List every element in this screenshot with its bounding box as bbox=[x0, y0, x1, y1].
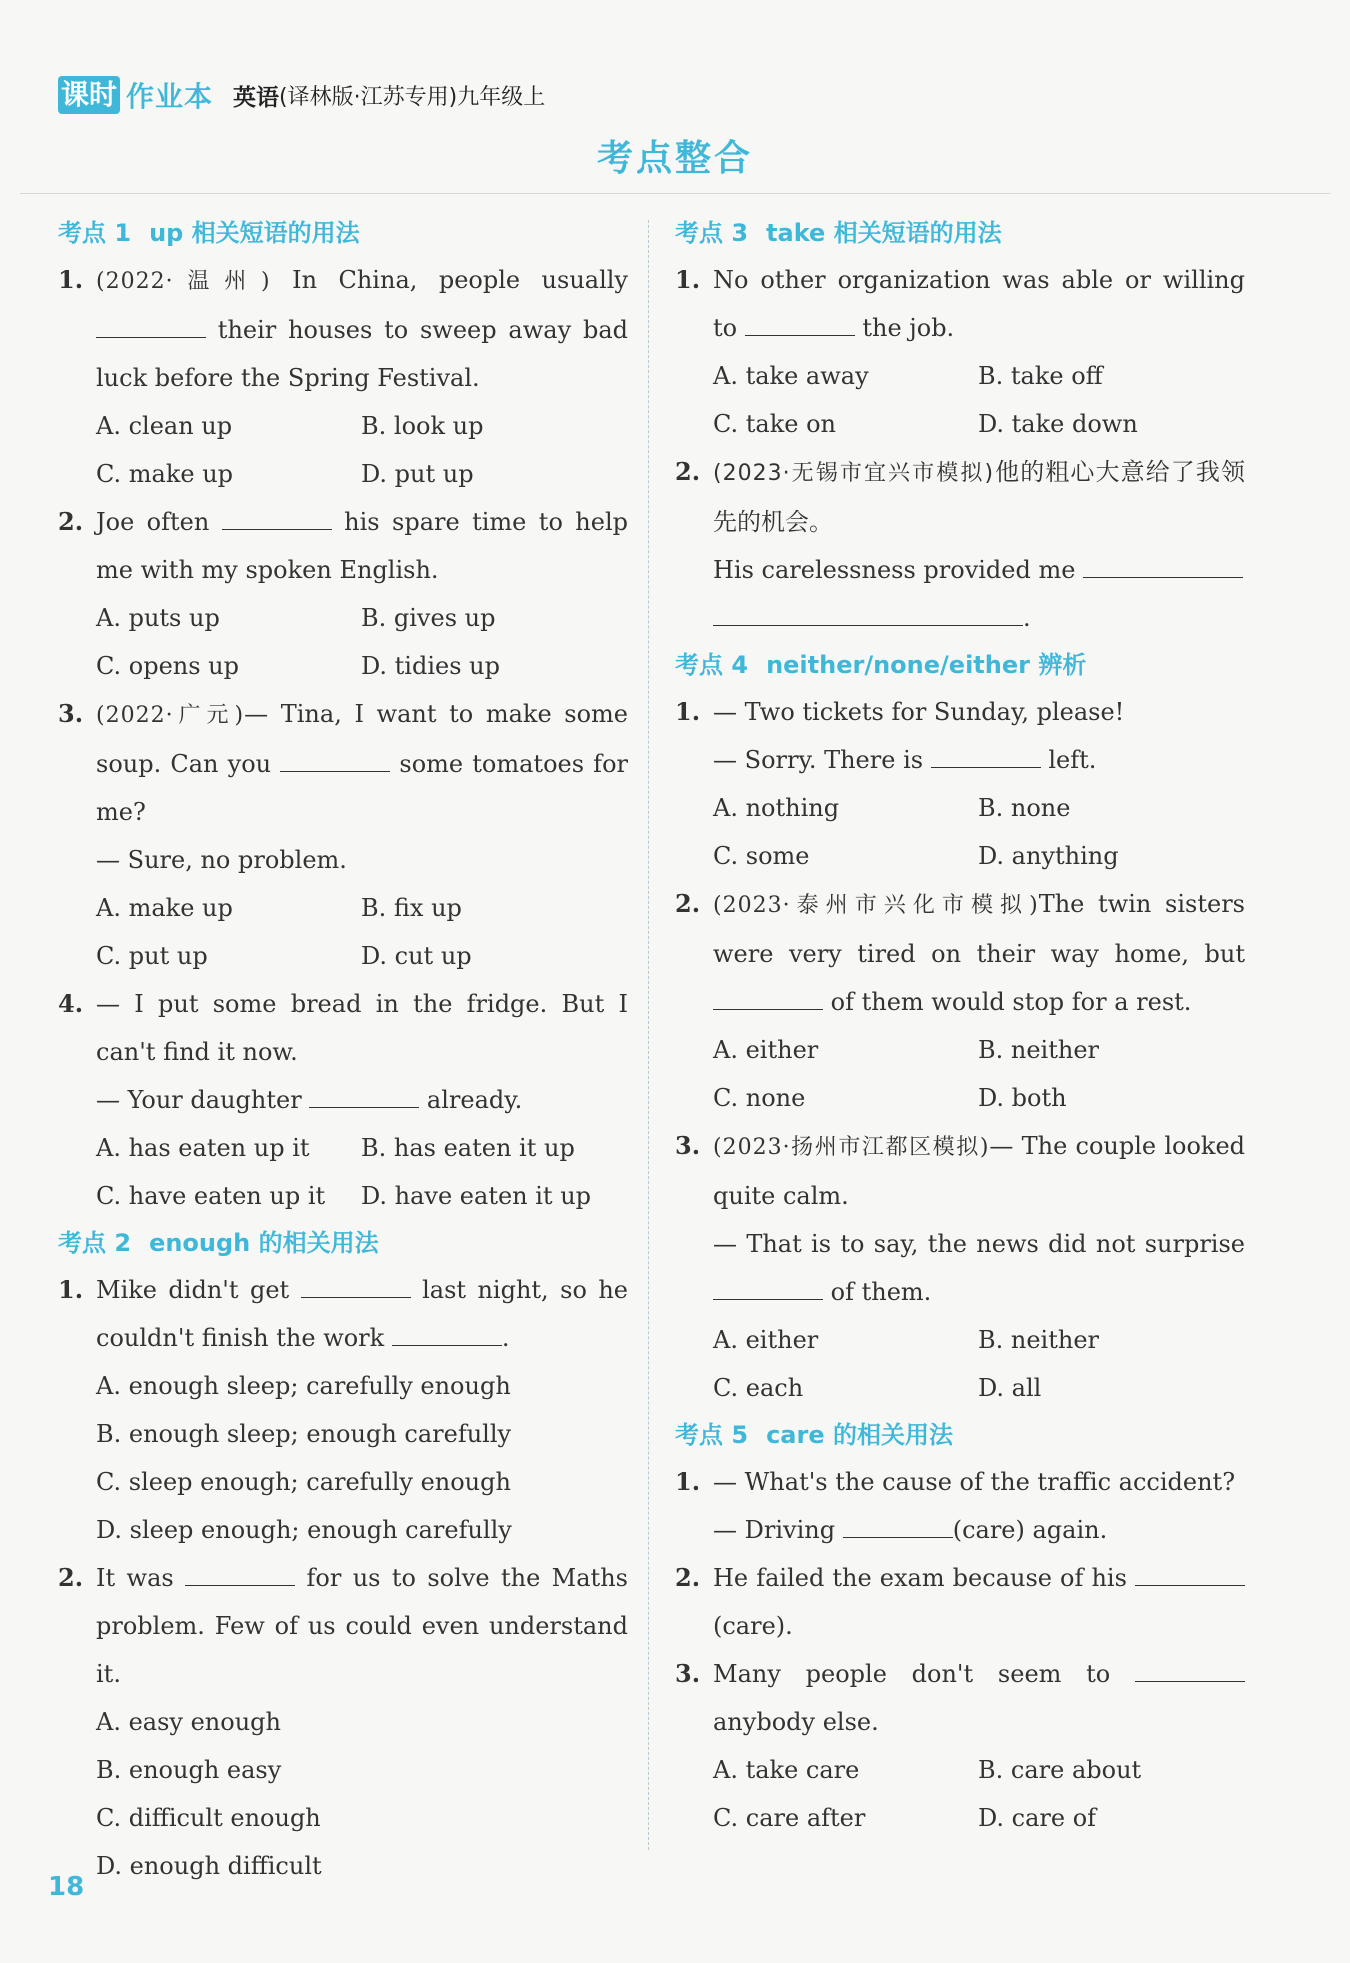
question-stem bbox=[96, 1554, 628, 1698]
stem-text: . bbox=[501, 1324, 510, 1352]
question-number: 1. bbox=[675, 697, 701, 726]
options bbox=[713, 1026, 1245, 1122]
stem-text: — Your daughter bbox=[96, 1086, 310, 1114]
stem-text: last night, so he couldn't finish the work bbox=[96, 1276, 628, 1352]
option[interactable]: B. take off bbox=[978, 362, 1103, 390]
section-title: up 相关短语的用法 bbox=[149, 219, 360, 247]
section-title: neither/none/either 辨析 bbox=[766, 651, 1087, 679]
option[interactable]: B. none bbox=[978, 794, 1071, 822]
question-source: (2023·泰州市兴化市模拟) bbox=[713, 893, 1039, 918]
section-heading bbox=[675, 642, 1245, 688]
stem-text: the job. bbox=[854, 314, 955, 342]
option[interactable]: C. some bbox=[713, 842, 810, 870]
stem-text: Many people don't seem to bbox=[713, 1660, 1135, 1688]
option[interactable]: A. clean up bbox=[96, 412, 233, 440]
question-number: 2. bbox=[675, 889, 701, 918]
question-stem bbox=[713, 256, 1245, 352]
options bbox=[713, 352, 1245, 448]
option[interactable]: B. enough sleep; enough carefully bbox=[96, 1420, 512, 1448]
section-title: enough 的相关用法 bbox=[149, 1229, 379, 1257]
stem-text: for us to solve the Maths problem. Few of us could even understand it. bbox=[96, 1564, 628, 1688]
question bbox=[58, 690, 628, 980]
option[interactable]: D. take down bbox=[978, 410, 1138, 438]
option[interactable]: B. look up bbox=[361, 412, 484, 440]
option[interactable]: C. sleep enough; carefully enough bbox=[96, 1468, 511, 1496]
stem-text: (care) again. bbox=[952, 1516, 1108, 1544]
option[interactable]: D. all bbox=[978, 1374, 1042, 1402]
option[interactable]: D. have eaten it up bbox=[361, 1182, 592, 1210]
stem-text: left. bbox=[1040, 746, 1097, 774]
subject-label: 英语 bbox=[233, 84, 280, 111]
option[interactable]: B. neither bbox=[978, 1036, 1100, 1064]
option[interactable]: A. has eaten up it bbox=[96, 1134, 310, 1162]
option[interactable]: A. nothing bbox=[713, 794, 840, 822]
question-stem: — What's the cause of the traffic accident? bbox=[713, 1468, 1236, 1496]
answer-blank[interactable] bbox=[713, 601, 1023, 626]
section-label: 考点 3 bbox=[675, 219, 749, 247]
option[interactable]: A. enough sleep; carefully enough bbox=[96, 1372, 511, 1400]
section-title: care 的相关用法 bbox=[766, 1421, 953, 1449]
left-column bbox=[58, 210, 628, 1890]
question-number: 2. bbox=[675, 1563, 701, 1592]
right-column bbox=[675, 210, 1245, 1842]
brand-logo bbox=[58, 75, 213, 115]
option[interactable]: C. none bbox=[713, 1084, 806, 1112]
question-source: (2022·温州) bbox=[96, 269, 271, 294]
answer-blank[interactable] bbox=[222, 505, 332, 530]
question-stem bbox=[713, 1650, 1245, 1746]
question bbox=[58, 498, 628, 690]
stem-text: No other organization was able or willing to bbox=[713, 266, 1245, 342]
question bbox=[675, 688, 1245, 880]
stem-text: — The couple looked quite calm. bbox=[713, 1132, 1246, 1210]
section-heading bbox=[675, 1412, 1245, 1458]
question-stem: — I put some bread in the fridge. But I can't find it now. bbox=[96, 990, 628, 1066]
chinese-prompt: 他的粗心大意给了我领先的机会。 bbox=[713, 458, 1246, 536]
question-number: 3. bbox=[675, 1659, 701, 1688]
option[interactable]: D. put up bbox=[361, 460, 474, 488]
option[interactable]: A. either bbox=[713, 1326, 819, 1354]
stem-text: of them would stop for a rest. bbox=[823, 988, 1192, 1016]
answer-blank[interactable] bbox=[745, 311, 855, 336]
question bbox=[675, 1122, 1245, 1412]
question bbox=[58, 256, 628, 498]
logo-text: 作业本 bbox=[126, 80, 214, 113]
stem-text: It was bbox=[96, 1564, 186, 1592]
question-number: 3. bbox=[675, 1131, 701, 1160]
question-stem bbox=[96, 256, 628, 402]
answer-blank[interactable] bbox=[301, 1273, 411, 1298]
page-number: 18 bbox=[48, 1872, 85, 1902]
option[interactable]: A. either bbox=[713, 1036, 819, 1064]
question bbox=[58, 1554, 628, 1890]
stem-text: — Driving bbox=[713, 1516, 843, 1544]
dialogue-reply bbox=[713, 1220, 1245, 1316]
option[interactable]: C. difficult enough bbox=[96, 1804, 321, 1832]
stem-text: In China, people usually bbox=[270, 266, 628, 294]
stem-text: The twin sisters were very tired on their way home, but bbox=[713, 890, 1245, 968]
options bbox=[713, 1316, 1245, 1412]
option[interactable]: D. cut up bbox=[361, 942, 472, 970]
dialogue-reply bbox=[713, 1506, 1245, 1554]
question-stem bbox=[96, 498, 628, 594]
question-number: 1. bbox=[675, 1467, 701, 1496]
option[interactable]: D. enough difficult bbox=[96, 1852, 322, 1880]
edition-label: (译林版·江苏专用)九年级上 bbox=[279, 84, 546, 110]
page-header bbox=[58, 72, 545, 118]
stem-text: of them. bbox=[823, 1278, 932, 1306]
answer-blank[interactable] bbox=[713, 985, 823, 1010]
option[interactable]: C. care after bbox=[713, 1804, 866, 1832]
section-heading bbox=[675, 210, 1245, 256]
options bbox=[96, 402, 628, 498]
question bbox=[58, 980, 628, 1220]
page-title: 考点整合 bbox=[596, 138, 753, 179]
stem-text: — Tina, I want to make some soup. Can you bbox=[96, 700, 628, 778]
question-source: (2022·广元) bbox=[96, 703, 245, 728]
stem-text: their houses to sweep away bad luck before the Spring Festival. bbox=[96, 316, 628, 392]
option[interactable]: D. sleep enough; enough carefully bbox=[96, 1516, 512, 1544]
question-stem bbox=[96, 690, 628, 836]
logo-mark: 课时 bbox=[58, 76, 120, 114]
section-label: 考点 2 bbox=[58, 1229, 132, 1257]
option[interactable]: A. take away bbox=[713, 362, 869, 390]
option[interactable]: A. take care bbox=[713, 1756, 860, 1784]
stem-text: His carelessness provided me bbox=[713, 556, 1084, 584]
dialogue-reply bbox=[96, 1076, 628, 1124]
option[interactable]: D. both bbox=[978, 1084, 1067, 1112]
question-stem bbox=[713, 1554, 1245, 1650]
section-label: 考点 4 bbox=[675, 651, 749, 679]
option[interactable]: A. easy enough bbox=[96, 1708, 281, 1736]
question-stem bbox=[713, 448, 1245, 546]
question-number: 2. bbox=[58, 507, 84, 536]
stem-text: He failed the exam because of his bbox=[713, 1564, 1135, 1592]
question bbox=[675, 448, 1245, 642]
option[interactable]: C. opens up bbox=[96, 652, 240, 680]
answer-blank[interactable] bbox=[280, 747, 390, 772]
answer-blank[interactable] bbox=[392, 1321, 502, 1346]
section-heading bbox=[58, 210, 628, 256]
options bbox=[96, 884, 628, 980]
section-label: 考点 5 bbox=[675, 1421, 749, 1449]
option[interactable]: A. puts up bbox=[96, 604, 220, 632]
option[interactable]: C. take on bbox=[713, 410, 836, 438]
answer-blank[interactable] bbox=[1135, 1657, 1245, 1682]
question-number: 3. bbox=[58, 699, 84, 728]
dialogue-reply bbox=[713, 736, 1245, 784]
question-number: 2. bbox=[675, 457, 701, 486]
answer-blank[interactable] bbox=[1135, 1561, 1245, 1586]
question bbox=[675, 880, 1245, 1122]
option[interactable]: D. tidies up bbox=[361, 652, 500, 680]
stem-text: . bbox=[1023, 604, 1031, 632]
question bbox=[675, 1650, 1245, 1842]
header-divider bbox=[20, 193, 1330, 194]
stem-text: Joe often bbox=[96, 508, 222, 536]
options bbox=[713, 784, 1245, 880]
option[interactable]: C. make up bbox=[96, 460, 234, 488]
answer-blank[interactable] bbox=[843, 1513, 953, 1538]
question bbox=[675, 256, 1245, 448]
option[interactable]: C. each bbox=[713, 1374, 804, 1402]
option[interactable]: D. care of bbox=[978, 1804, 1097, 1832]
question bbox=[675, 1458, 1245, 1554]
option[interactable]: B. has eaten it up bbox=[361, 1134, 575, 1162]
section-label: 考点 1 bbox=[58, 219, 132, 247]
question bbox=[58, 1266, 628, 1554]
option[interactable]: C. put up bbox=[96, 942, 208, 970]
option[interactable]: D. anything bbox=[978, 842, 1119, 870]
answer-blank[interactable] bbox=[309, 1083, 419, 1108]
section-heading bbox=[58, 1220, 628, 1266]
answer-blank[interactable] bbox=[96, 313, 206, 338]
stem-text: Mike didn't get bbox=[96, 1276, 301, 1304]
options bbox=[96, 594, 628, 690]
stem-text: — That is to say, the news did not surprise bbox=[713, 1230, 1245, 1258]
option[interactable]: C. have eaten up it bbox=[96, 1182, 326, 1210]
stem-text: his spare time to help me with my spoken English. bbox=[96, 508, 628, 584]
options bbox=[96, 1124, 628, 1220]
answer-blank[interactable] bbox=[931, 743, 1041, 768]
stem-text: (care). bbox=[713, 1612, 793, 1640]
question-source: (2023·扬州市江都区模拟) bbox=[713, 1135, 990, 1160]
options bbox=[713, 1746, 1245, 1842]
question-number: 2. bbox=[58, 1563, 84, 1592]
translation-line bbox=[713, 546, 1245, 594]
stem-text: anybody else. bbox=[713, 1708, 879, 1736]
question-number: 1. bbox=[675, 265, 701, 294]
section-title: take 相关短语的用法 bbox=[766, 219, 1002, 247]
stem-text: already. bbox=[419, 1086, 523, 1114]
question-stem bbox=[713, 1122, 1245, 1220]
question-number: 4. bbox=[58, 989, 84, 1018]
options bbox=[96, 1362, 628, 1554]
answer-blank[interactable] bbox=[713, 1275, 823, 1300]
stem-text: — Sorry. There is bbox=[713, 746, 931, 774]
question-stem bbox=[96, 1266, 628, 1362]
stem-text: some tomatoes for me? bbox=[96, 750, 628, 826]
answer-blank[interactable] bbox=[1083, 553, 1243, 578]
question-source: (2023·无锡市宜兴市模拟) bbox=[713, 461, 995, 486]
dialogue-reply: — Sure, no problem. bbox=[96, 846, 347, 874]
question bbox=[675, 1554, 1245, 1650]
question-stem: — Two tickets for Sunday, please! bbox=[713, 698, 1125, 726]
answer-blank[interactable] bbox=[185, 1561, 295, 1586]
option[interactable]: B. enough easy bbox=[96, 1756, 282, 1784]
option[interactable]: A. make up bbox=[96, 894, 233, 922]
question-number: 1. bbox=[58, 265, 84, 294]
option[interactable]: B. gives up bbox=[361, 604, 496, 632]
option[interactable]: B. neither bbox=[978, 1326, 1100, 1354]
options bbox=[96, 1698, 628, 1890]
question-stem bbox=[713, 880, 1245, 1026]
column-divider bbox=[648, 220, 649, 1850]
translation-line bbox=[713, 594, 1245, 642]
question-number: 1. bbox=[58, 1275, 84, 1304]
option[interactable]: B. care about bbox=[978, 1756, 1142, 1784]
option[interactable]: B. fix up bbox=[361, 894, 462, 922]
